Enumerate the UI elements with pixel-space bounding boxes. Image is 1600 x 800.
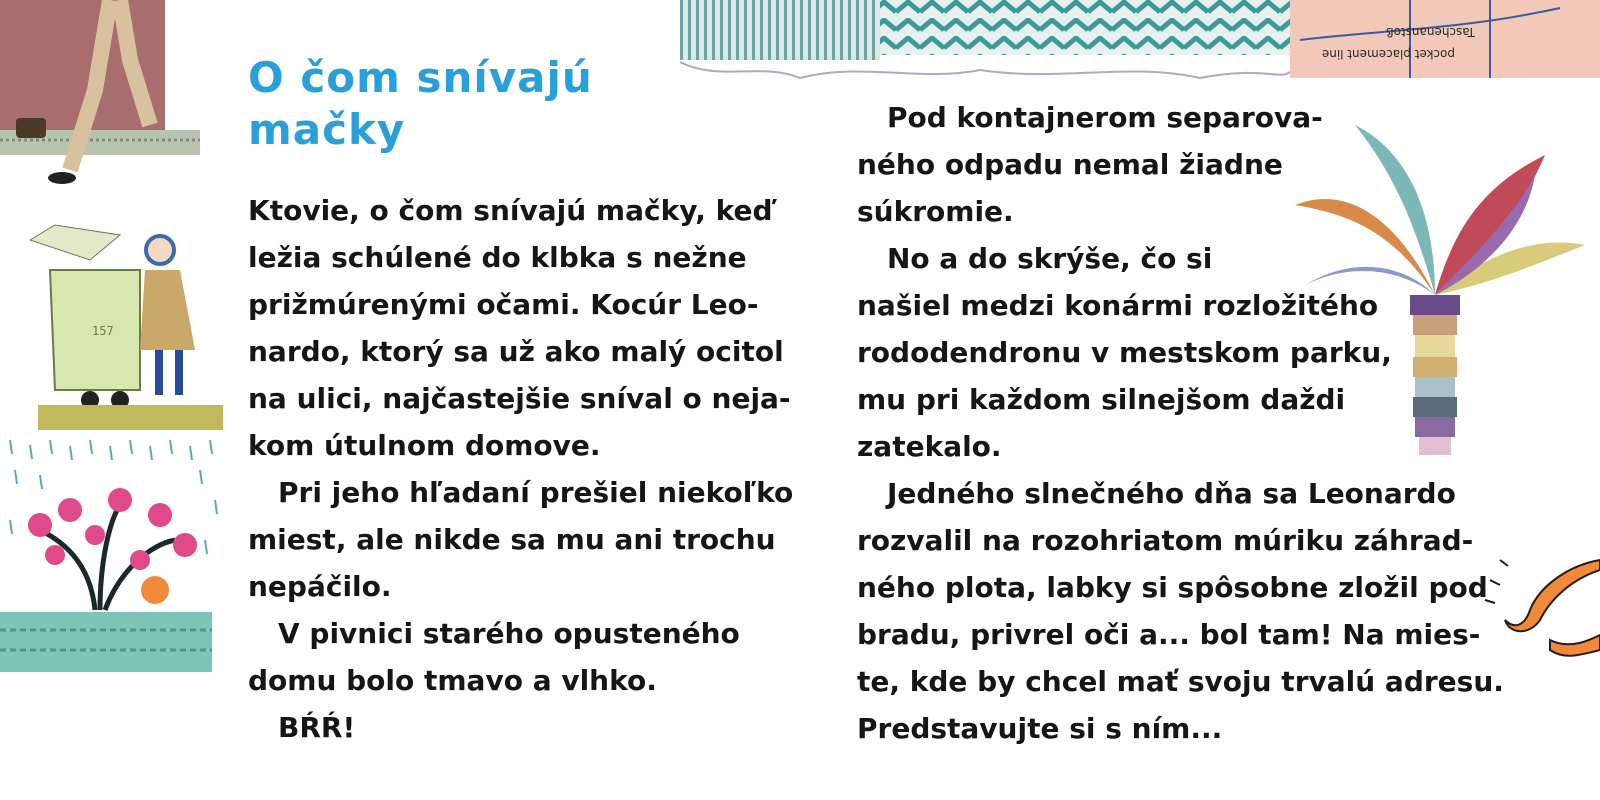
text-line: mu pri každom silnejšom daždi [857,383,1346,416]
text-line: domu bolo tmavo a vlhko. [248,664,657,697]
text-line: ného odpadu nemal žiadne [857,148,1283,181]
text-line: Pri jeho hľadaní prešiel niekoľko [278,476,794,509]
child-figure [140,236,195,395]
bin-number-text: 157 [92,324,114,338]
left-column-text [248,187,794,751]
title-line-1: O čom snívajú [248,53,593,102]
text-line: zatekalo. [857,430,1002,463]
text-line: ležia schúlené do klbka s nežne [248,241,747,274]
text-line: miest, ale nikde sa mu ani trochu [248,523,776,556]
text-line: BŔŔ! [278,711,356,744]
text-line: Ktovie, o čom snívajú mačky, keď [248,194,773,227]
rhododendron-bush [28,488,197,610]
text-line: rododendronu v mestskom parku, [857,336,1392,369]
text-line: Pod kontajnerom separova- [887,101,1323,134]
city-collage-illustration [0,0,230,690]
text-line: ného plota, labky si spôsobne zložil pod [857,571,1488,604]
text-line: Jedného slnečného dňa sa Leonardo [887,477,1456,510]
text-line: našiel medzi konármi rozložitého [857,289,1379,322]
text-line: nepáčilo. [248,570,392,603]
text-line: prižmúrenými očami. Kocúr Leo- [248,288,759,321]
text-line: Predstavujte si s ním... [857,712,1223,745]
cat-icon [141,576,169,604]
cat-tail-illustration [1480,540,1600,680]
page-title [248,52,593,156]
right-column-text [857,94,1504,752]
text-line: te, kde by chcel mať svoju trvalú adresu. [857,665,1504,698]
text-line: No a do skrýše, čo si [887,242,1213,275]
title-line-2: mačky [248,105,406,154]
recycling-bin [30,225,140,409]
text-line: rozvalil na rozohriatom múriku záhrad- [857,524,1474,557]
sewing-label-1: Taschenanstoß [1386,25,1475,39]
text-line: nardo, ktorý sa už ako malý ocitol [248,335,784,368]
sewing-label-2: pocket placement line [1321,47,1455,61]
text-line: na ulici, najčastejšie sníval o neja- [248,382,791,415]
text-line: súkromie. [857,195,1014,228]
text-line: kom útulnom domove. [248,429,601,462]
fabric-strip-illustration [680,0,1600,82]
text-line: V pivnici starého opusteného [278,617,740,650]
text-line: bradu, privrel oči a... bol tam! Na mies- [857,618,1481,651]
